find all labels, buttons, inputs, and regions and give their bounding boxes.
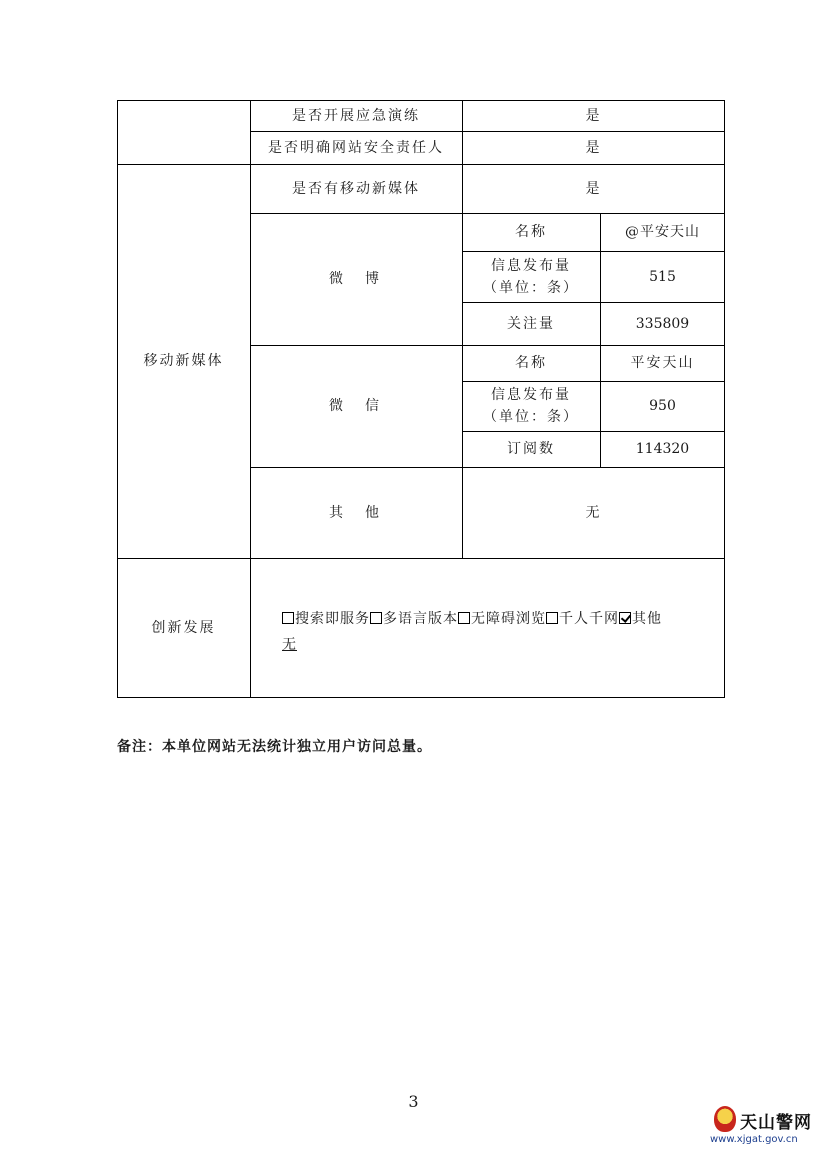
weibo-label: 微 博 <box>329 271 383 287</box>
checkbox-unchecked-icon[interactable] <box>370 612 382 624</box>
weibo-posts-label <box>462 251 600 302</box>
wechat-subs-label: 订阅数 <box>507 441 555 457</box>
wechat-posts-label-line2: （单位：条） <box>483 409 579 425</box>
watermark-title: 天山警网 <box>740 1113 812 1133</box>
innovation-label: 创新发展 <box>151 620 216 636</box>
wechat-subs-value: 114320 <box>635 441 690 457</box>
wechat-name-label: 名称 <box>515 355 547 371</box>
innovation-other-text: 无 <box>282 637 297 653</box>
site-watermark <box>710 1104 820 1154</box>
watermark-url: www.xjgat.gov.cn <box>710 1134 798 1145</box>
weibo-posts-label-line1: 信息发布量 <box>491 257 571 274</box>
security-owner-label: 是否明确网站安全责任人 <box>268 140 444 156</box>
option-accessibility[interactable] <box>458 611 546 627</box>
has-mobile-media-label: 是否有移动新媒体 <box>292 180 420 197</box>
weibo-posts-label-line2: （单位：条） <box>483 279 579 296</box>
police-badge-icon <box>714 1106 736 1132</box>
emergency-drill-label: 是否开展应急演练 <box>292 108 420 124</box>
option-label: 搜索即服务 <box>295 611 370 627</box>
wechat-posts-label <box>462 381 600 431</box>
wechat-posts-label-line1: 信息发布量 <box>491 387 571 403</box>
weibo-posts-value: 515 <box>649 268 676 285</box>
emergency-drill-value: 是 <box>585 108 602 124</box>
option-personalized[interactable] <box>546 611 619 627</box>
mobile-media-section-label: 移动新媒体 <box>143 353 224 369</box>
innovation-options <box>282 606 722 658</box>
wechat-label: 微 信 <box>329 398 383 414</box>
checkbox-unchecked-icon[interactable] <box>282 612 294 624</box>
option-multilingual[interactable] <box>370 611 458 627</box>
other-media-value: 无 <box>585 504 602 521</box>
weibo-followers-value: 335809 <box>635 315 690 332</box>
checkbox-checked-icon[interactable] <box>619 612 631 624</box>
checkbox-unchecked-icon[interactable] <box>458 612 470 624</box>
page-number: 3 <box>408 1092 419 1111</box>
wechat-name-value: 平安天山 <box>630 355 695 371</box>
option-label: 千人千网 <box>559 611 619 627</box>
option-label: 其他 <box>632 611 662 627</box>
option-other[interactable] <box>619 611 662 627</box>
checkbox-unchecked-icon[interactable] <box>546 612 558 624</box>
option-label: 无障碍浏览 <box>471 611 546 627</box>
weibo-name-value: @平安天山 <box>625 224 700 240</box>
has-mobile-media-value: 是 <box>585 180 602 197</box>
other-media-label: 其 他 <box>329 504 383 521</box>
weibo-followers-label: 关注量 <box>507 315 555 332</box>
weibo-name-label: 名称 <box>515 224 547 240</box>
option-label: 多语言版本 <box>383 611 458 627</box>
wechat-posts-value: 950 <box>649 398 676 414</box>
option-search-service[interactable] <box>282 611 370 627</box>
security-owner-value: 是 <box>585 140 602 156</box>
footnote: 备注：本单位网站无法统计独立用户访问总量。 <box>117 739 432 755</box>
